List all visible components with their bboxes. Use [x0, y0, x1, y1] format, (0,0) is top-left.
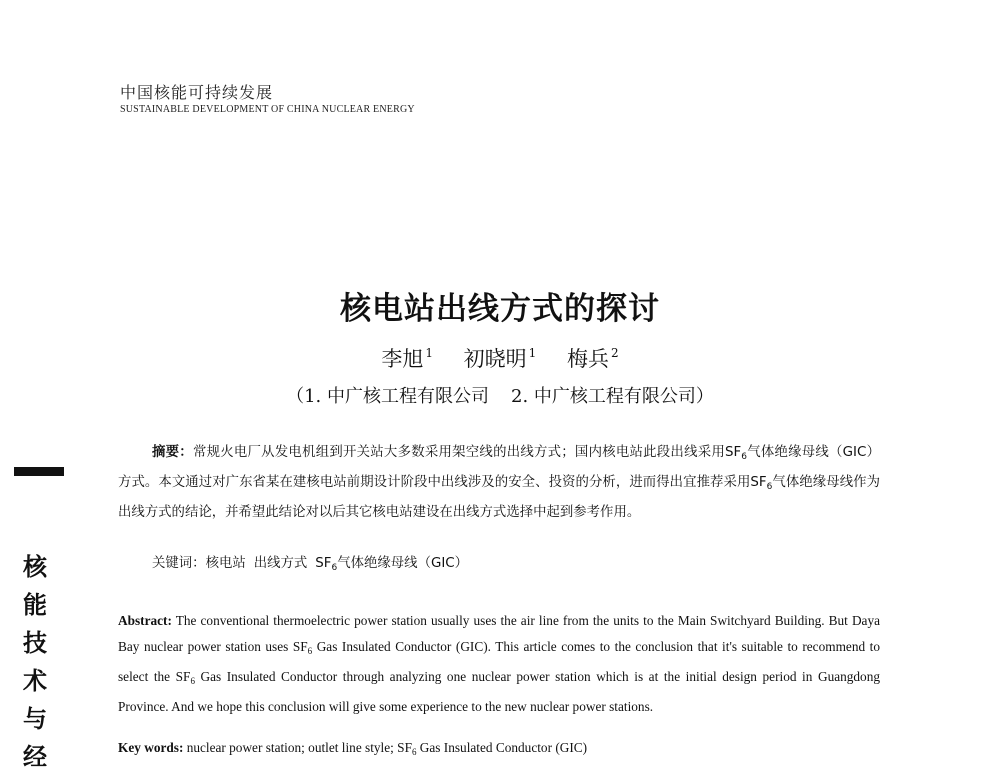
affiliation: （1. 中广核工程有限公司 — [286, 386, 489, 407]
keyword: 核电站 — [205, 556, 246, 571]
abstract-cn: 摘要：常规火电厂从发电机组到开关站大多数采用架空线的出线方式；国内核电站此段出线采用$SF_6$气体绝缘母线（GIC）方式。本文通过对广东省某在建核电站前期设计阶段中出线涉及的安全、投资的分析，进而得出宜推荐采用$SF_6$气体绝缘母线作为出线方式的结论，并希望此结论对以后其它核电站建设在出线方式选择中起到参考作用。 — [118, 445, 881, 520]
abstract-en-label: Abstract: — [118, 613, 172, 628]
author: 李旭 $^1$ — [381, 346, 433, 371]
journal-title-en: SUSTAINABLE DEVELOPMENT OF CHINA NUCLEAR ENERGY — [120, 104, 415, 115]
abstract-cn-label: 摘要： — [152, 445, 193, 460]
keywords-en-label: Key words: — [118, 740, 184, 755]
keyword: $SF_6$气体绝缘母线（GIC） — [315, 556, 469, 573]
journal-header — [120, 80, 415, 115]
abstract-en: Abstract: The conventional thermoelectric power station usually uses the air line from the units to the Main Switchyard Building. But Daya Bay nuclear power station uses $SF_6$ Gas Insulated Conductor (GIC). This article comes to the conclusion that it's suitable to recommend to select the $SF_6$ Gas Insulated Conductor through analyzing one nuclear power station which is at the initial design period in Guangdong Province. And we hope this conclusion will give some experience to the new nuclear power stations. — [118, 613, 881, 714]
journal-title-cn: 中国核能可持续发展 — [120, 83, 274, 102]
keyword: 出线方式 — [253, 556, 308, 571]
keywords-cn — [152, 552, 468, 573]
affiliations — [0, 382, 1000, 408]
section-side-title: 核 能 技 术 与 经 — [23, 552, 47, 771]
keywords-cn-label: 关键词： — [152, 556, 206, 571]
article-title: 核电站出线方式的探讨 — [340, 291, 660, 327]
keywords-en: Key words: nuclear power station; outlet line style; $SF_6$ Gas Insulated Conductor (GIC) — [118, 740, 588, 757]
side-decoration-bar — [14, 467, 64, 476]
author: 初晓明 $^1$ — [463, 346, 537, 371]
affiliation: 2. 中广核工程有限公司） — [511, 386, 714, 407]
author-list — [0, 343, 1000, 373]
author: 梅兵 $^2$ — [567, 346, 619, 371]
